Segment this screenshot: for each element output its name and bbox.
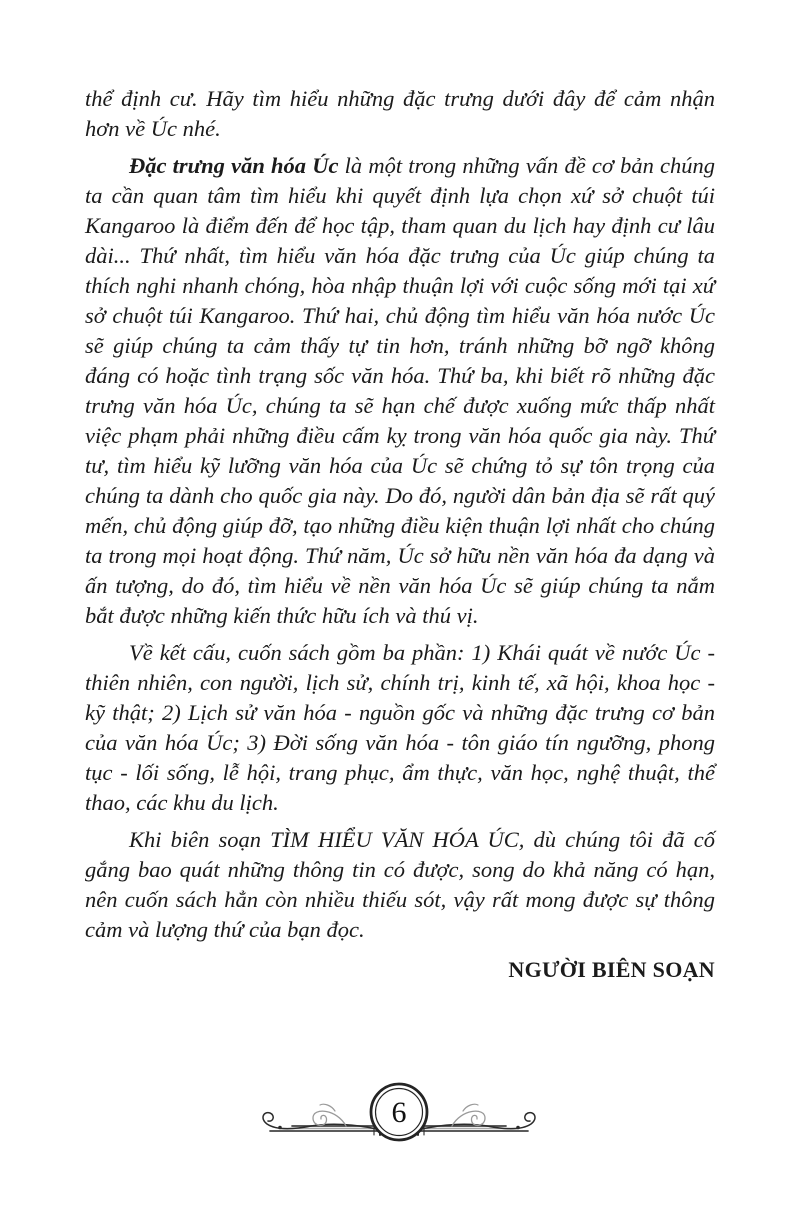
paragraph-book-structure: Về kết cấu, cuốn sách gồm ba phần: 1) Khái quát về nước Úc - thiên nhiên, con người, lịch sử, chính trị, kinh tế, xã hội, khoa học - kỹ thật; 2) Lịch sử văn hóa - nguồn gốc và những đặc trưng cơ bản của văn hóa Úc; 3) Đời sống văn hóa - tôn giáo tín ngưỡng, phong tục - lối sống, lễ hội, trang phục, ẩm thực, văn học, nghệ thuật, thể thao, các khu du lịch.	[85, 640, 715, 815]
page-text	[85, 84, 715, 985]
page-ornament	[84, 1080, 714, 1150]
paragraph-culture-features	[85, 151, 715, 631]
author-signature: NGƯỜI BIÊN SOẠN	[508, 957, 715, 982]
page-footer	[84, 1080, 714, 1150]
page-number-circle	[371, 1084, 427, 1140]
paragraph-culture-features-lead: Đặc trưng văn hóa Úc	[129, 153, 339, 178]
paragraph-closing: Khi biên soạn TÌM HIỂU VĂN HÓA ÚC, dù chúng tôi đã cố gắng bao quát những thông tin có được, song do khả năng có hạn, nên cuốn sách hẳn còn nhiều thiếu sót, vậy rất mong được sự thông cảm và lượng thứ của bạn đọc.	[85, 827, 715, 942]
page-number: 6	[391, 1096, 407, 1129]
paragraph-culture-features-body: là một trong những vấn đề cơ bản chúng ta cần quan tâm tìm hiểu khi quyết định lựa chọn xứ sở chuột túi Kangaroo là điểm đến để học tập, tham quan du lịch hay định cư lâu dài... Thứ nhất, tìm hiểu văn hóa đặc trưng của Úc giúp chúng ta thích nghi nhanh chóng, hòa nhập thuận lợi với cuộc sống mới tại xứ sở chuột túi Kangaroo. Thứ hai, chủ động tìm hiểu văn hóa nước Úc sẽ giúp chúng ta cảm thấy tự tin hơn, tránh những bỡ ngỡ không đáng có hoặc tình trạng sốc văn hóa. Thứ ba, khi biết rõ những đặc trưng văn hóa Úc, chúng ta sẽ hạn chế được xuống mức thấp nhất việc phạm phải những điều cấm kỵ trong văn hóa quốc gia này. Thứ tư, tìm hiểu kỹ lưỡng văn hóa của Úc sẽ chứng tỏ sự tôn trọng của chúng ta dành cho quốc gia này. Do đó, người dân bản địa sẽ rất quý mến, chủ động giúp đỡ, tạo những điều kiện thuận lợi nhất cho chúng ta trong mọi hoạt động. Thứ năm, Úc sở hữu nền văn hóa đa dạng và ấn tượng, do đó, tìm hiểu về nền văn hóa Úc sẽ giúp chúng ta nắm bắt được những kiến thức hữu ích và thú vị.	[85, 153, 715, 628]
paragraph-intro: thể định cư. Hãy tìm hiểu những đặc trưng dưới đây để cảm nhận hơn về Úc nhé.	[85, 86, 715, 141]
